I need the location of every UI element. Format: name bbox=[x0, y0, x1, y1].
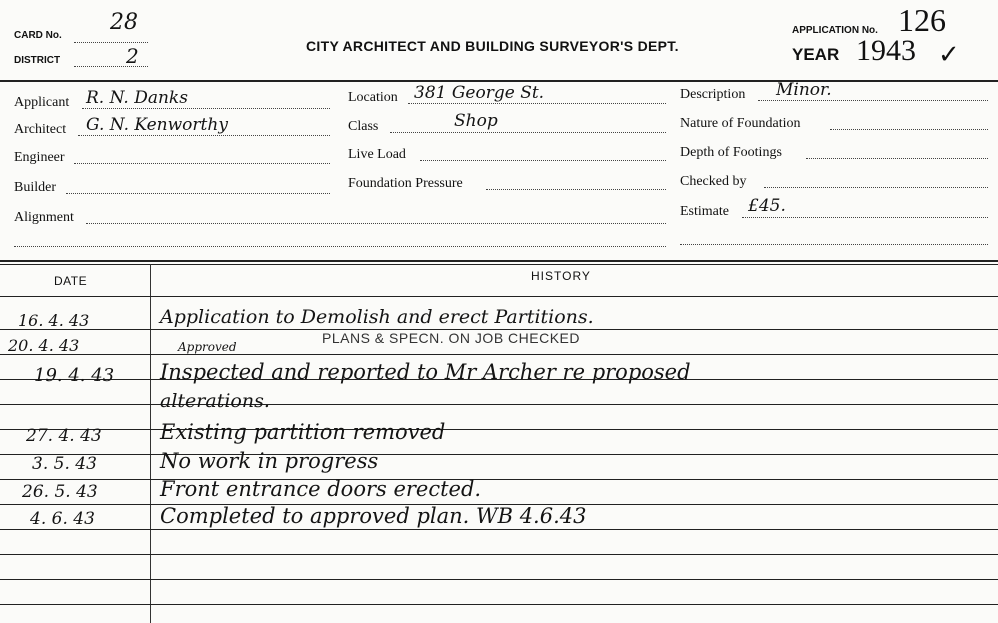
history-date: 16. 4. 43 bbox=[18, 311, 90, 330]
history-date: 27. 4. 43 bbox=[26, 426, 102, 446]
description-label: Description bbox=[680, 87, 746, 102]
district-value: 2 bbox=[126, 44, 139, 68]
history-text: Existing partition removed bbox=[160, 420, 446, 444]
nature-foundation-label: Nature of Foundation bbox=[680, 116, 801, 131]
architect-line bbox=[78, 135, 330, 136]
builder-label: Builder bbox=[14, 180, 56, 195]
class-label: Class bbox=[348, 119, 379, 134]
card-no-label: CARD No. bbox=[14, 30, 62, 41]
foundation-pressure-label: Foundation Pressure bbox=[348, 176, 463, 191]
history-text: No work in progress bbox=[160, 449, 379, 473]
applicant-line bbox=[82, 108, 330, 109]
checked-by-label: Checked by bbox=[680, 174, 747, 189]
history-date: 26. 5. 43 bbox=[22, 482, 98, 502]
ruled-line bbox=[0, 604, 998, 605]
date-header: DATE bbox=[54, 274, 88, 288]
depth-footings-label: Depth of Footings bbox=[680, 145, 782, 160]
header-rule bbox=[0, 80, 998, 82]
application-no-value: 126 bbox=[898, 2, 946, 38]
card-no-line bbox=[74, 42, 148, 43]
location-line bbox=[408, 103, 666, 104]
live-load-line bbox=[420, 160, 666, 161]
foundation-pressure-line bbox=[486, 189, 666, 190]
live-load-label: Live Load bbox=[348, 147, 406, 162]
history-top-rule bbox=[0, 260, 998, 262]
approval-stamp: PLANS & SPECN. ON JOB CHECKED bbox=[322, 330, 581, 346]
history-text: alterations. bbox=[160, 390, 270, 412]
check-mark-icon: ✓ bbox=[938, 40, 960, 70]
alignment-label: Alignment bbox=[14, 210, 74, 225]
applicant-label: Applicant bbox=[14, 95, 70, 110]
ruled-line bbox=[0, 404, 998, 405]
history-date: 4. 6. 43 bbox=[30, 509, 95, 529]
depth-footings-line bbox=[806, 158, 988, 159]
application-no-label: APPLICATION No. bbox=[792, 25, 878, 36]
history-date: 3. 5. 43 bbox=[32, 454, 97, 474]
class-line bbox=[390, 132, 666, 133]
description-line bbox=[758, 100, 988, 101]
estimate-line bbox=[742, 217, 988, 218]
history-date: 19. 4. 43 bbox=[34, 365, 115, 386]
card-no-value: 28 bbox=[110, 10, 138, 35]
estimate-label: Estimate bbox=[680, 204, 729, 219]
history-date: 20. 4. 43 bbox=[8, 336, 80, 355]
location-value: 381 George St. bbox=[414, 83, 545, 103]
alignment-line bbox=[86, 223, 666, 224]
history-text: Front entrance doors erected. bbox=[160, 477, 482, 501]
builder-line bbox=[66, 193, 330, 194]
history-text: Application to Demolish and erect Partitions. bbox=[160, 306, 594, 328]
history-text: Completed to approved plan. WB 4.6.43 bbox=[160, 504, 587, 528]
checked-by-line bbox=[764, 187, 988, 188]
year-label: YEAR bbox=[792, 45, 840, 64]
ruled-line bbox=[0, 479, 998, 480]
location-label: Location bbox=[348, 90, 398, 105]
ruled-line bbox=[0, 429, 998, 430]
ruled-line bbox=[0, 579, 998, 580]
estimate-value: £45. bbox=[748, 196, 786, 216]
alignment-line-2 bbox=[14, 246, 666, 247]
ruled-line bbox=[0, 554, 998, 555]
nature-foundation-line bbox=[830, 129, 988, 130]
header-rule-bottom bbox=[0, 296, 998, 297]
engineer-label: Engineer bbox=[14, 150, 65, 165]
history-text: Inspected and reported to Mr Archer re proposed bbox=[160, 360, 691, 384]
class-value: Shop bbox=[454, 111, 498, 131]
engineer-line bbox=[74, 163, 330, 164]
ruled-line bbox=[0, 529, 998, 530]
ruled-line bbox=[0, 454, 998, 455]
architect-label: Architect bbox=[14, 122, 67, 137]
history-header: HISTORY bbox=[531, 269, 591, 283]
description-value: Minor. bbox=[776, 80, 832, 100]
applicant-value: R. N. Danks bbox=[86, 88, 188, 108]
date-column-divider bbox=[150, 264, 151, 623]
year-value: 1943 bbox=[856, 34, 916, 67]
architect-value: G. N. Kenworthy bbox=[86, 115, 228, 135]
ruled-line bbox=[0, 354, 998, 355]
history-text: Approved bbox=[178, 340, 237, 354]
district-label: DISTRICT bbox=[14, 55, 61, 66]
department-title: CITY ARCHITECT AND BUILDING SURVEYOR'S DEPT. bbox=[306, 38, 679, 54]
estimate-line-2 bbox=[680, 244, 988, 245]
